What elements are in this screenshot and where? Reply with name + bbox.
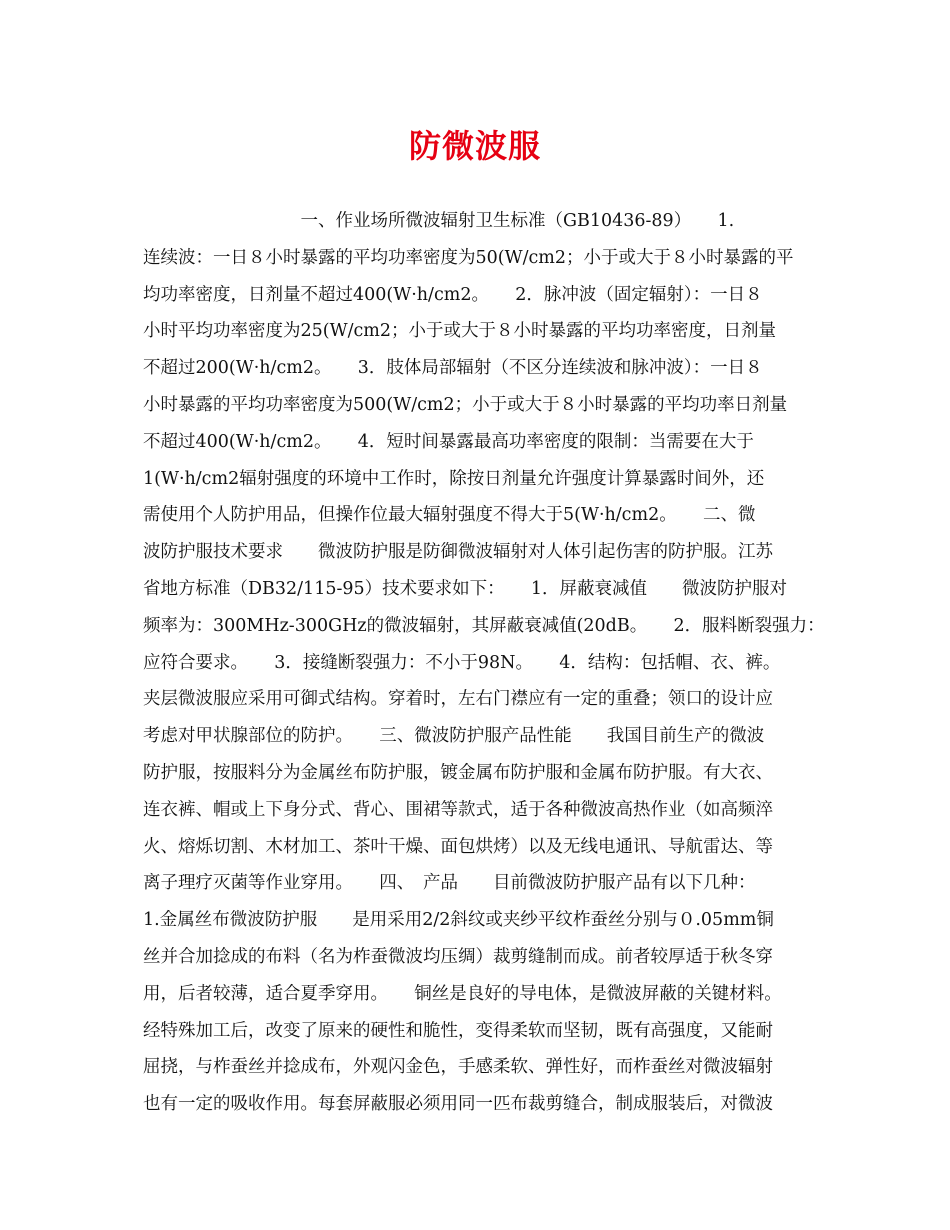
body-text-line: 防护服，按服料分为金属丝布防护服，镀金属布防护服和金属布防护服。有大衣、 xyxy=(143,762,773,783)
body-text-line: 省地方标准（DB32/115-95）技术要求如下： 1．屏蔽衰减值 微波防护服对 xyxy=(143,578,788,599)
document-title: 防微波服 xyxy=(408,127,541,165)
body-text-line: 连衣裤、帽或上下身分式、背心、围裙等款式，适于各种微波高热作业（如高频淬 xyxy=(143,799,773,820)
body-text-line: 需使用个人防护用品，但操作位最大辐射强度不得大于5(W·h/cm2。 二、微 xyxy=(143,505,756,526)
body-text-line: 丝并合加捻成的布料（名为柞蚕微波均压绸）裁剪缝制而成。前者较厚适于秋冬穿 xyxy=(143,946,773,967)
body-text-line: 离子理疗灭菌等作业穿用。 四、 产品 目前微波防护服产品有以下几种： xyxy=(143,873,756,894)
body-text-line: 频率为：300MHz-300GHz的微波辐射，其屏蔽衰减值(20dB。 2．服料断裂强力： xyxy=(143,615,825,636)
body-text-line: 波防护服技术要求 微波防护服是防御微波辐射对人体引起伤害的防护服。江苏 xyxy=(143,542,773,563)
body-text-line: 不超过400(W·h/cm2。 4．短时间暴露最高功率密度的限制：当需要在大于 xyxy=(143,431,754,452)
document-body xyxy=(143,203,833,1123)
body-text-line: 1.金属丝布微波防护服 是用采用2/2斜纹或夹纱平纹柞蚕丝分别与０.05mm铜 xyxy=(143,910,774,931)
body-text-line: 均功率密度，日剂量不超过400(W·h/cm2。 2．脉冲波（固定辐射）：一日８ xyxy=(143,284,763,305)
body-text-line: 也有一定的吸收作用。每套屏蔽服必须用同一匹布裁剪缝合，制成服装后，对微波 xyxy=(143,1094,773,1115)
body-text-line: 夹层微波服应采用可御式结构。穿着时，左右门襟应有一定的重叠；领口的设计应 xyxy=(143,689,773,710)
body-text-line: 不超过200(W·h/cm2。 3．肢体局部辐射（不区分连续波和脉冲波）：一日８ xyxy=(143,358,763,379)
body-text-line: 用，后者较薄，适合夏季穿用。 铜丝是良好的导电体，是微波屏蔽的关键材料。 xyxy=(143,983,782,1004)
body-text-line: 一、作业场所微波辐射卫生标准（GB10436-89） 1. xyxy=(143,211,735,231)
body-text-line: 考虑对甲状腺部位的防护。 三、微波防护服产品性能 我国目前生产的微波 xyxy=(143,726,765,747)
body-text-line: 应符合要求。 3．接缝断裂强力：不小于98N。 4．结构：包括帽、衣、裤。 xyxy=(143,652,781,673)
body-text-line: 屈挠，与柞蚕丝并捻成布，外观闪金色，手感柔软、弹性好，而柞蚕丝对微波辐射 xyxy=(143,1057,773,1078)
body-text-line: 经特殊加工后，改变了原来的硬性和脆性，变得柔软而坚韧，既有高强度，又能耐 xyxy=(143,1020,773,1041)
body-text-line: 小时暴露的平均功率密度为500(W/cm2；小于或大于８小时暴露的平均功率日剂量 xyxy=(143,394,788,415)
body-text-line: 1(W·h/cm2辐射强度的环境中工作时，除按日剂量允许强度计算暴露时间外，还 xyxy=(143,468,765,489)
body-text-line: 火、熔烁切割、木材加工、茶叶干燥、面包烘烤）以及无线电通讯、导航雷达、等 xyxy=(143,836,773,857)
body-text-line: 连续波：一日８小时暴露的平均功率密度为50(W/cm2；小于或大于８小时暴露的平 xyxy=(143,247,794,268)
body-text-line: 小时平均功率密度为25(W/cm2；小于或大于８小时暴露的平均功率密度，日剂量 xyxy=(143,321,777,342)
